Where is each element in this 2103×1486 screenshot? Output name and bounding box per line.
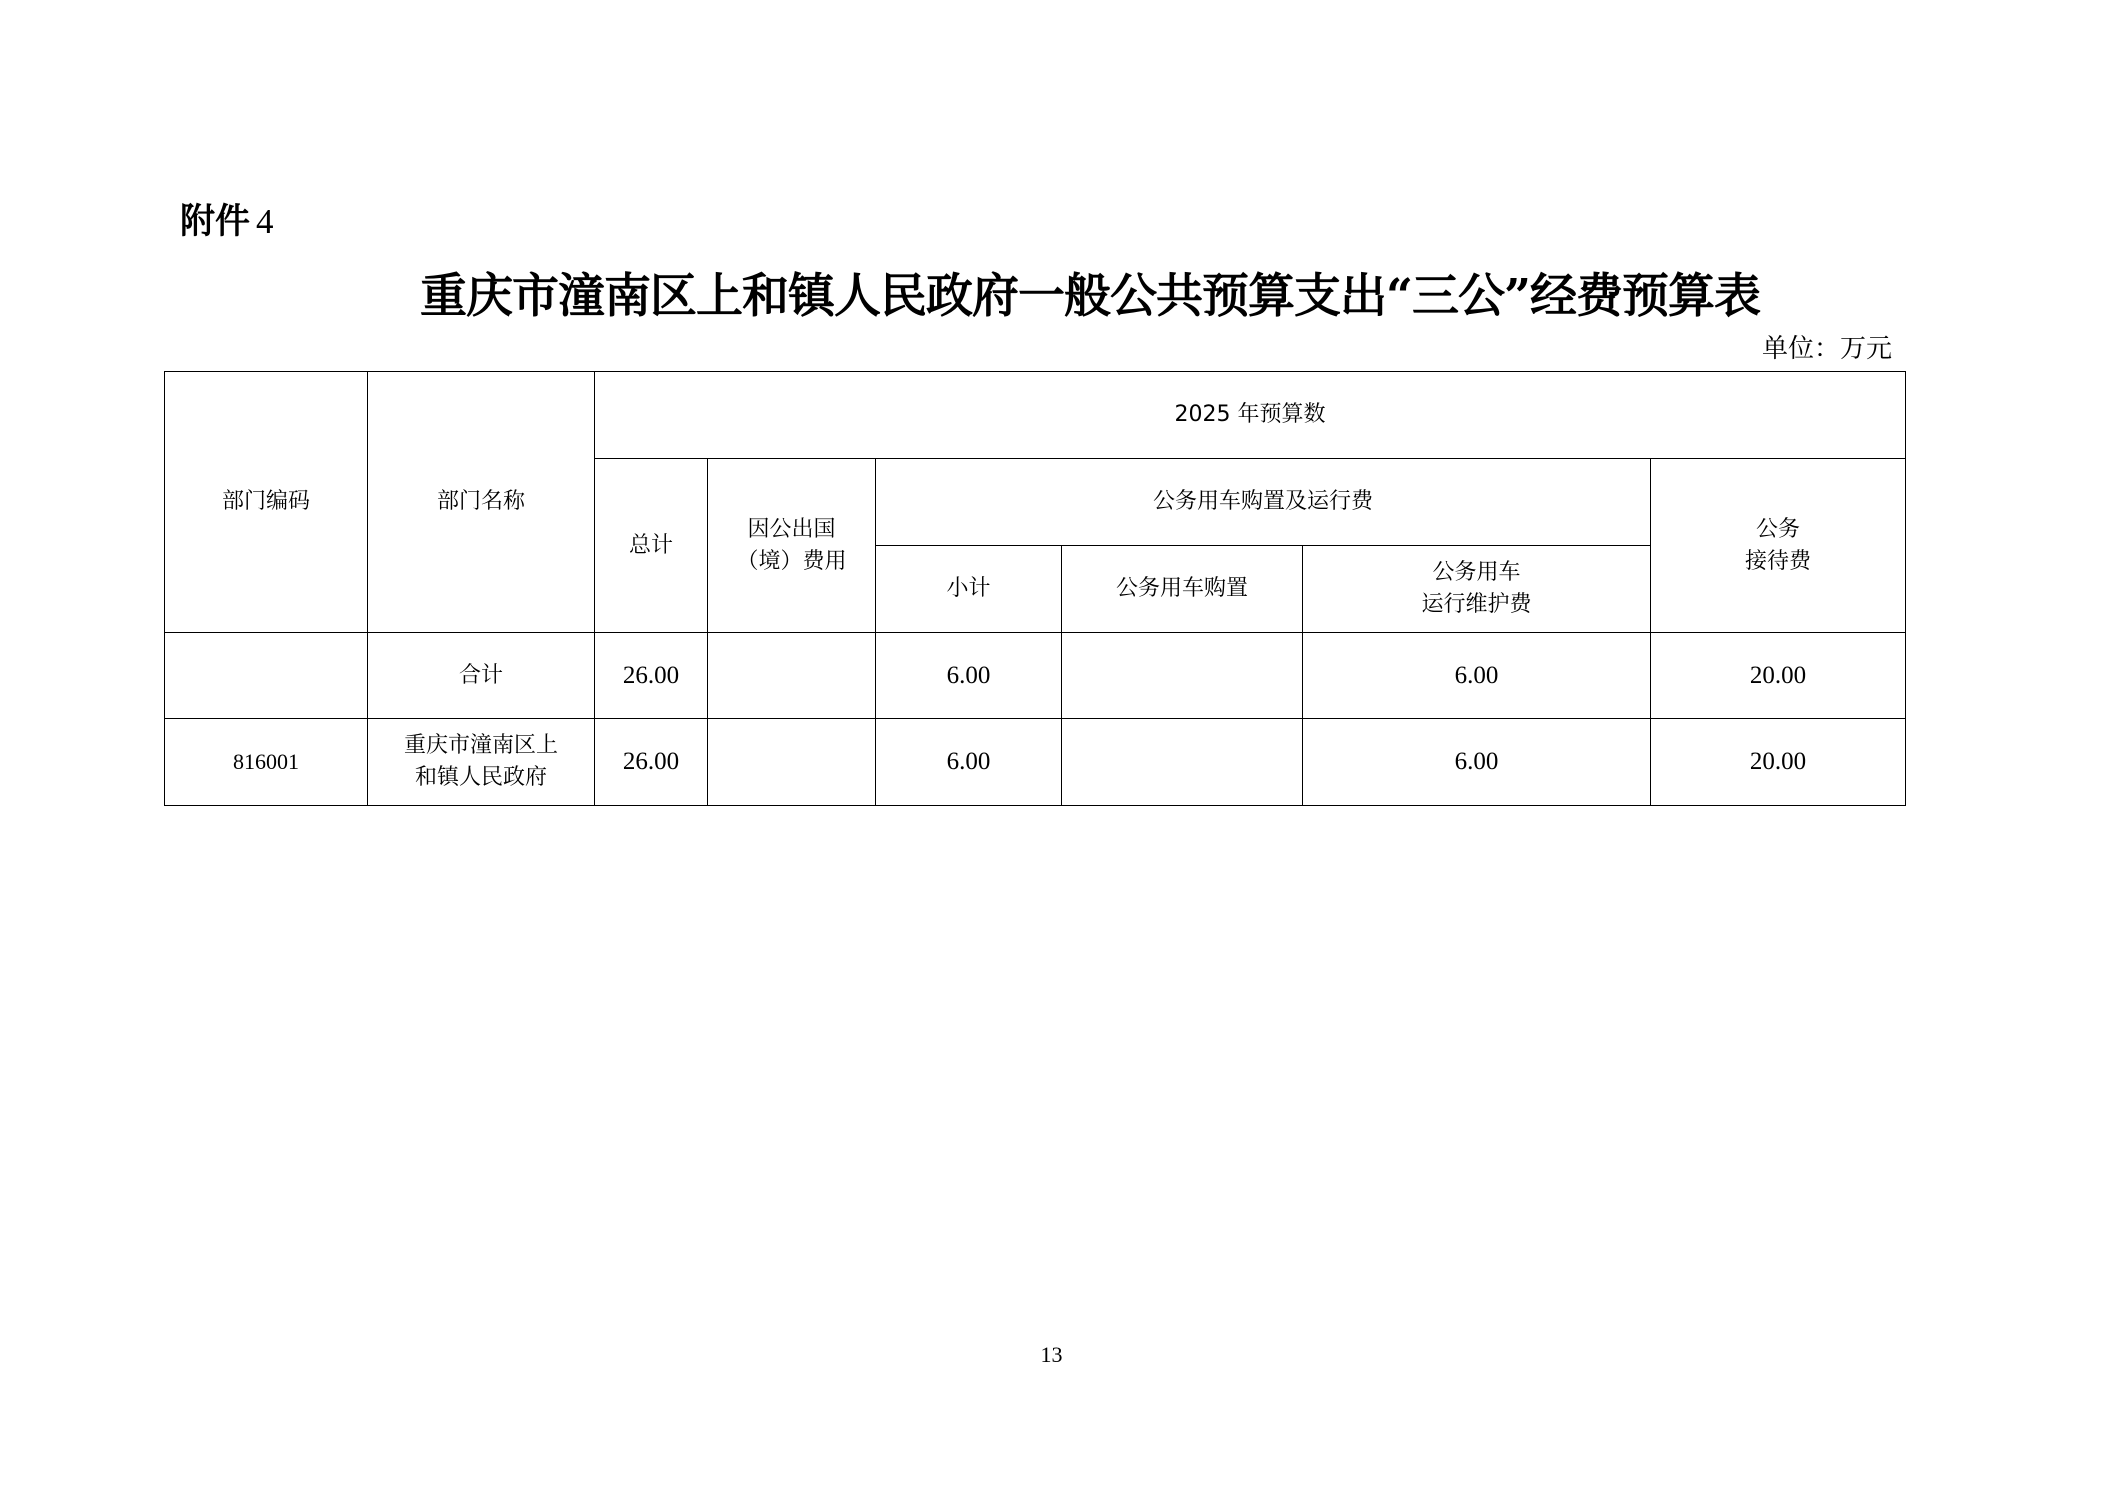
table-row (165, 633, 1906, 719)
cell-total: 26.00 (595, 719, 708, 806)
cell-total: 26.00 (595, 633, 708, 719)
header-abroad-line1: 因公出国 (747, 516, 836, 542)
cell-vehicle-purchase (1062, 719, 1303, 806)
header-vehicle-running-line2: 运行维护费 (1421, 592, 1532, 617)
header-reception (1651, 459, 1906, 633)
header-reception-line2: 接待费 (1745, 548, 1812, 574)
header-dept-code: 部门编码 (165, 372, 368, 633)
cell-vehicle-running: 6.00 (1303, 633, 1651, 719)
header-row-1 (165, 372, 1906, 459)
cell-dept-name-line1: 重庆市潼南区上 (403, 733, 558, 758)
cell-reception: 20.00 (1651, 719, 1906, 806)
header-subtotal: 小计 (876, 546, 1062, 633)
header-dept-name: 部门名称 (368, 372, 595, 633)
header-vehicle-purchase: 公务用车购置 (1062, 546, 1303, 633)
header-abroad (708, 459, 876, 633)
table-row (165, 719, 1906, 806)
header-vehicle: 公务用车购置及运行费 (876, 459, 1651, 546)
budget-table (164, 371, 1906, 806)
header-vehicle-running-line1: 公务用车 (1432, 560, 1521, 585)
cell-dept-name (368, 633, 595, 719)
attachment-number: 4 (256, 202, 274, 241)
cell-subtotal: 6.00 (876, 633, 1062, 719)
cell-abroad (708, 719, 876, 806)
header-budget-year: 2025 年预算数 (595, 372, 1906, 459)
cell-dept-name (368, 719, 595, 806)
header-total: 总计 (595, 459, 708, 633)
cell-vehicle-running: 6.00 (1303, 719, 1651, 806)
attachment-label (180, 200, 274, 244)
cell-abroad (708, 633, 876, 719)
attachment-text: 附件 (180, 202, 251, 242)
unit-label: 单位：万元 (1761, 334, 1892, 364)
cell-vehicle-purchase (1062, 633, 1303, 719)
document-title: 重庆市潼南区上和镇人民政府一般公共预算支出“三公”经费预算表 (419, 269, 1761, 324)
header-vehicle-running (1303, 546, 1651, 633)
cell-subtotal: 6.00 (876, 719, 1062, 806)
cell-dept-name-line2: 和镇人民政府 (414, 765, 547, 790)
cell-dept-code: 816001 (165, 719, 368, 806)
header-reception-line1: 公务 (1756, 516, 1801, 542)
cell-dept-name-line1: 合计 (458, 662, 503, 688)
header-abroad-line2: （境）费用 (736, 548, 847, 574)
page-number: 13 (1040, 1342, 1063, 1367)
cell-dept-code (165, 633, 368, 719)
cell-reception: 20.00 (1651, 633, 1906, 719)
